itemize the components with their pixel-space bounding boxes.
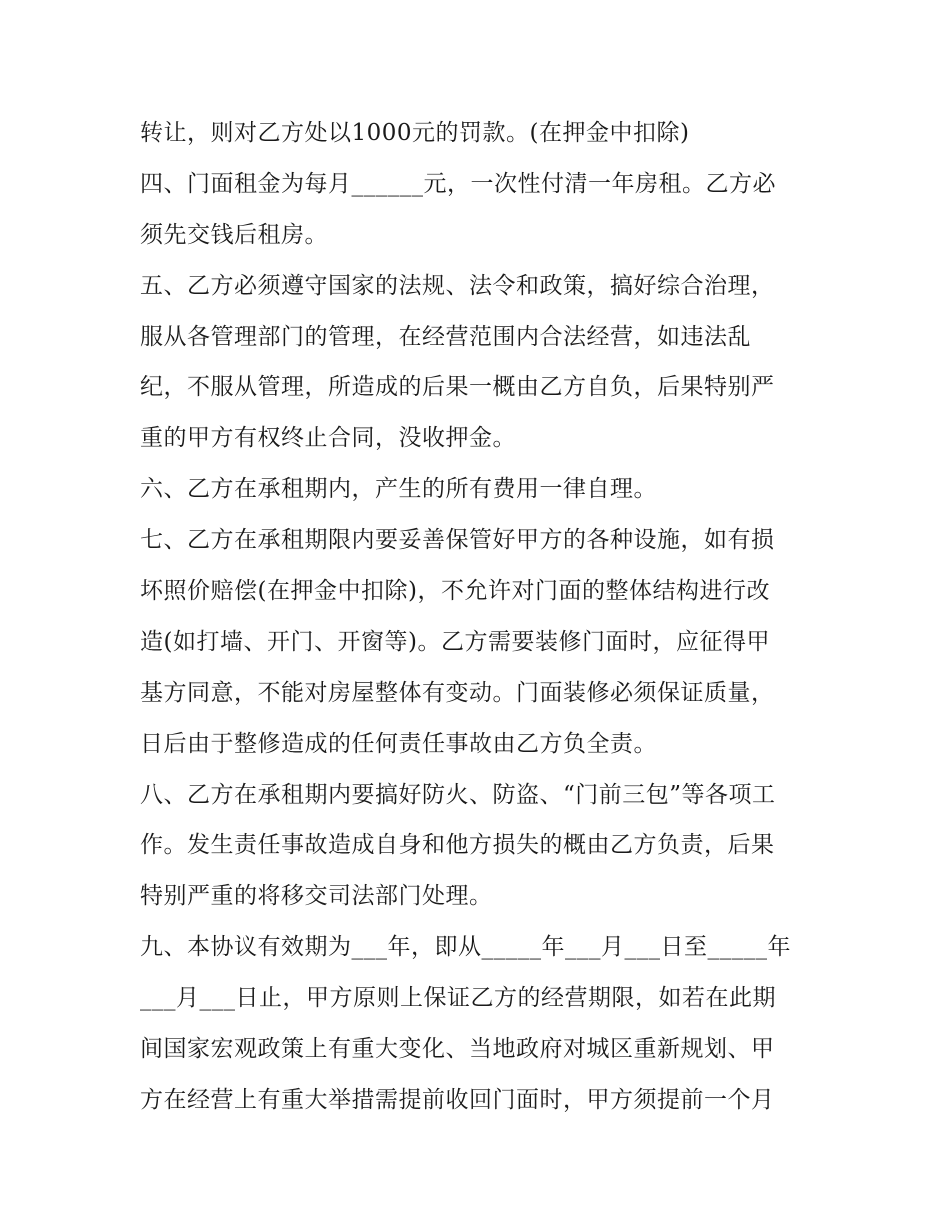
text-line: 五、乙方必须遵守国家的法规、法令和政策，搞好综合治理，: [140, 272, 775, 299]
text-line: 须先交钱后租房。: [140, 221, 328, 248]
text-line: 纪，不服从管理，所造成的后果一概由乙方自负，后果特别严: [140, 374, 775, 401]
text-line: 造(如打墙、开门、开窗等)。乙方需要装修门面时，应征得甲: [140, 628, 770, 655]
text-line: 坏照价赔偿(在押金中扣除)，不允许对门面的整体结构进行改: [140, 578, 770, 605]
text-line: 基方同意，不能对房屋整体有变动。门面装修必须保证质量，: [140, 679, 775, 706]
text-line: 日后由于整修造成的任何责任事故由乙方负全责。: [140, 730, 657, 757]
text-line: 特别严重的将移交司法部门处理。: [140, 883, 493, 910]
text-line: 转让，则对乙方处以1000元的罚款。(在押金中扣除): [140, 120, 690, 146]
text-line: 四、门面租金为每月______元，一次性付清一年房租。乙方必: [140, 170, 776, 197]
text-line: 九、本协议有效期为___年，即从_____年___月___日至_____年: [140, 934, 791, 961]
document-body: [140, 108, 820, 1126]
text-line: 重的甲方有权终止合同，没收押金。: [140, 425, 516, 452]
text-line: 作。发生责任事故造成自身和他方损失的概由乙方负责，后果: [140, 832, 775, 859]
text-line: 服从各管理部门的管理，在经营范围内合法经营，如违法乱: [140, 323, 751, 350]
text-line: ___月___日止，甲方原则上保证乙方的经营期限，如若在此期: [140, 985, 776, 1012]
text-line: 间国家宏观政策上有重大变化、当地政府对城区重新规划、甲: [140, 1036, 775, 1063]
text-line: 七、乙方在承租期限内要妥善保管好甲方的各种设施，如有损: [140, 527, 775, 554]
text-line: 八、乙方在承租期内要搞好防火、防盗、“门前三包”等各项工: [140, 781, 776, 808]
text-line: 方在经营上有重大举措需提前收回门面时，甲方须提前一个月: [140, 1086, 775, 1113]
text-line: 六、乙方在承租期内，产生的所有费用一律自理。: [140, 476, 657, 503]
